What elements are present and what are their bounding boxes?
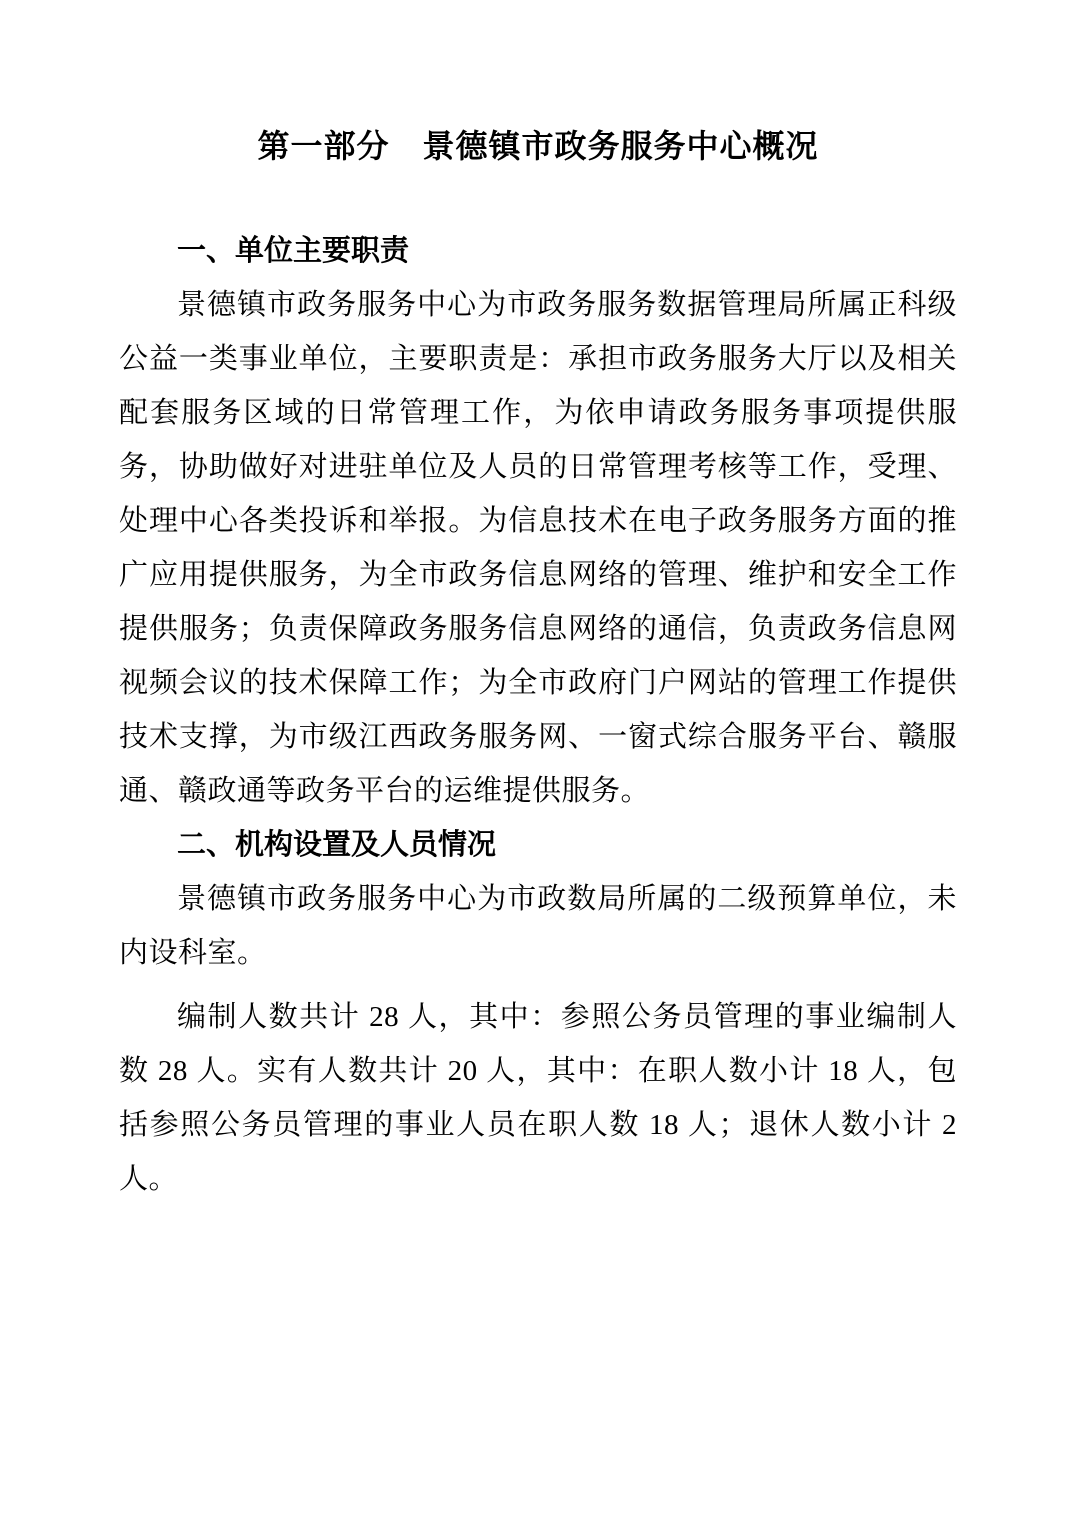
document-title: 第一部分 景德镇市政务服务中心概况 xyxy=(257,128,819,164)
section-2-paragraph-2: 编制人数共计 28 人，其中：参照公务员管理的事业编制人数 28 人。实有人数共计 20 人，其中：在职人数小计 18 人，包括参照公务员管理的事业人员在职人数 18 人；退休人数小计 2 人。 xyxy=(119,1001,957,1195)
section-1-heading: 一、单位主要职责 xyxy=(177,235,410,267)
section-1-paragraph-1: 景德镇市政务服务中心为市政务服务数据管理局所属正科级公益一类事业单位，主要职责是：承担市政务服务大厅以及相关配套服务区域的日常管理工作，为依申请政务服务事项提供服务，协助做好对进驻单位及人员的日常管理考核等工作，受理、处理中心各类投诉和举报。为信息技术在电子政务服务方面的推广应用提供服务，为全市政务信息网络的管理、维护和安全工作提供服务；负责保障政务服务信息网络的通信，负责政务信息网视频会议的技术保障工作；为全市政府门户网站的管理工作提供技术支撑，为市级江西政务服务网、一窗式综合服务平台、赣服通、赣政通等政务平台的运维提供服务。 xyxy=(119,289,957,807)
section-2-paragraph-1: 景德镇市政务服务中心为市政数局所属的二级预算单位，未内设科室。 xyxy=(119,883,957,969)
section-2-heading: 二、机构设置及人员情况 xyxy=(177,829,497,861)
